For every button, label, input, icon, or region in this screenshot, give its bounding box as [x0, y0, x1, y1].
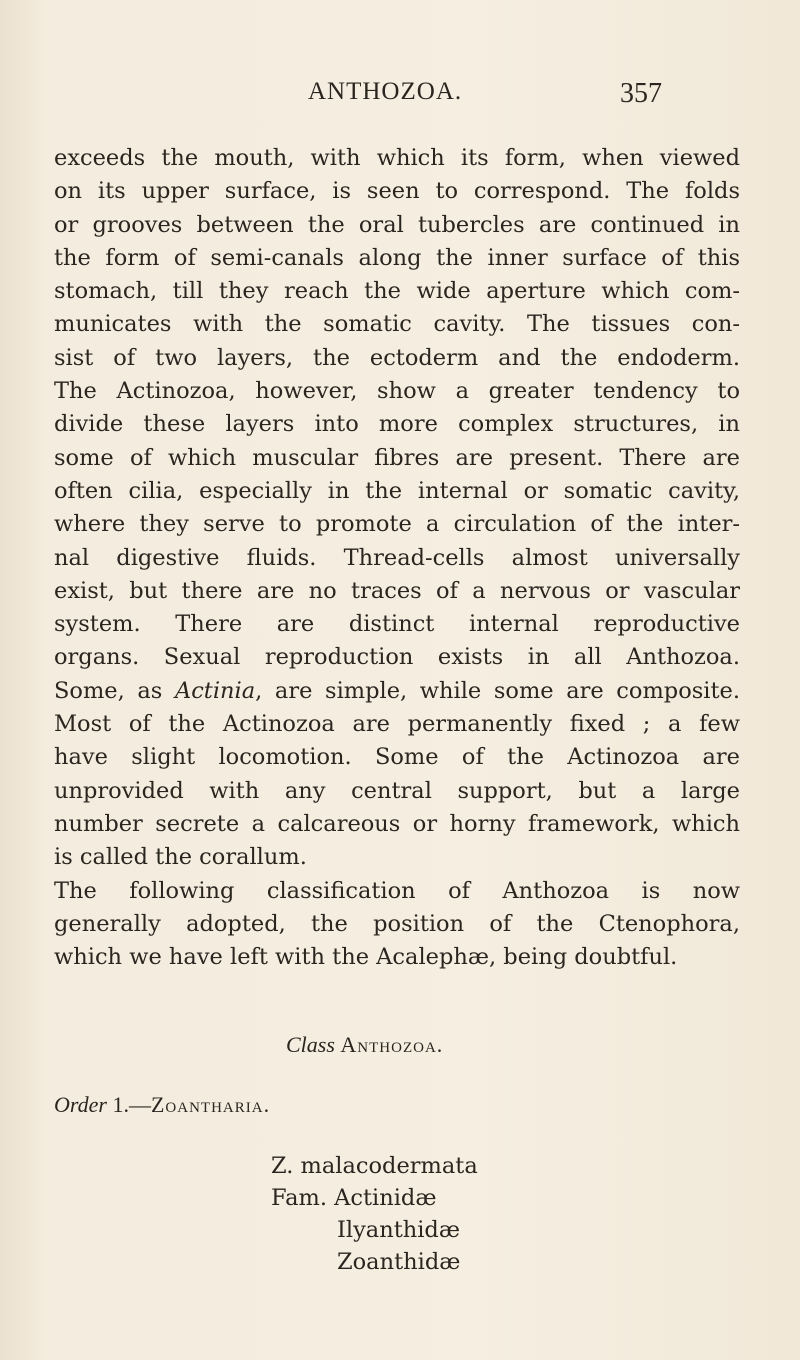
- text-line-with-italic: [54, 675, 740, 708]
- order-name: Zoantharia.: [150, 1092, 271, 1117]
- order-label: Order: [54, 1092, 107, 1117]
- text-line: municates with the somatic cavity. The tissues con-: [54, 311, 740, 338]
- text-line: some of which muscular fibres are present. There are: [54, 444, 740, 471]
- text-line: organs. Sexual reproduction exists in all Anthozoa.: [54, 644, 740, 671]
- text-line: is called the corallum.: [54, 844, 307, 871]
- taxon-entry: Ilyanthidæ: [337, 1217, 460, 1243]
- text-fragment: , are simple, while some are composite.: [255, 677, 740, 704]
- body-text: [54, 142, 740, 974]
- taxon-list: [271, 1150, 478, 1278]
- text-line: which we have left with the Acalephæ, being doubtful.: [54, 944, 678, 971]
- text-line: The following classification of Anthozoa is now: [54, 877, 740, 904]
- text-line: sist of two layers, the ectoderm and the endoderm.: [54, 344, 740, 371]
- text-line: The Actinozoa, however, show a greater tendency to: [54, 378, 740, 405]
- text-line: where they serve to promote a circulation of the inter-: [54, 511, 740, 538]
- text-line: on its upper surface, is seen to correspond. The folds: [54, 178, 740, 205]
- class-heading: [286, 1032, 443, 1058]
- running-header: [0, 78, 800, 118]
- text-line: Most of the Actinozoa are permanently fixed ; a few: [54, 711, 740, 738]
- text-line: the form of semi-canals along the inner surface of this: [54, 244, 740, 271]
- order-number: 1.—: [112, 1092, 151, 1117]
- text-line: exist, but there are no traces of a nervous or vascular: [54, 577, 740, 604]
- class-label: Class: [286, 1032, 335, 1057]
- text-line: number secrete a calcareous or horny framework, which: [54, 810, 740, 837]
- text-line: nal digestive fluids. Thread-cells almost universally: [54, 544, 740, 571]
- text-line: generally adopted, the position of the Ctenophora,: [54, 910, 740, 937]
- text-line: have slight locomotion. Some of the Actinozoa are: [54, 744, 740, 771]
- page-number: 357: [620, 78, 662, 109]
- taxon-entry: Zoanthidæ: [337, 1249, 461, 1275]
- text-line: often cilia, especially in the internal or somatic cavity,: [54, 477, 740, 504]
- running-title: ANTHOZOA.: [308, 78, 463, 105]
- genus-name: Actinia: [174, 677, 256, 704]
- text-fragment: Some, as: [54, 677, 175, 704]
- text-line: stomach, till they reach the wide aperture which com-: [54, 278, 740, 305]
- text-line: exceeds the mouth, with which its form, when viewed: [54, 145, 740, 171]
- class-name: Anthozoa.: [340, 1032, 444, 1057]
- order-heading: [54, 1092, 270, 1118]
- taxon-entry: Z. malacodermata: [271, 1153, 478, 1179]
- text-line: unprovided with any central support, but a large: [54, 777, 740, 804]
- text-line: or grooves between the oral tubercles are continued in: [54, 211, 740, 238]
- text-line: system. There are distinct internal reproductive: [54, 611, 740, 638]
- taxon-entry: Fam. Actinidæ: [271, 1185, 437, 1211]
- text-line: divide these layers into more complex structures, in: [54, 411, 740, 438]
